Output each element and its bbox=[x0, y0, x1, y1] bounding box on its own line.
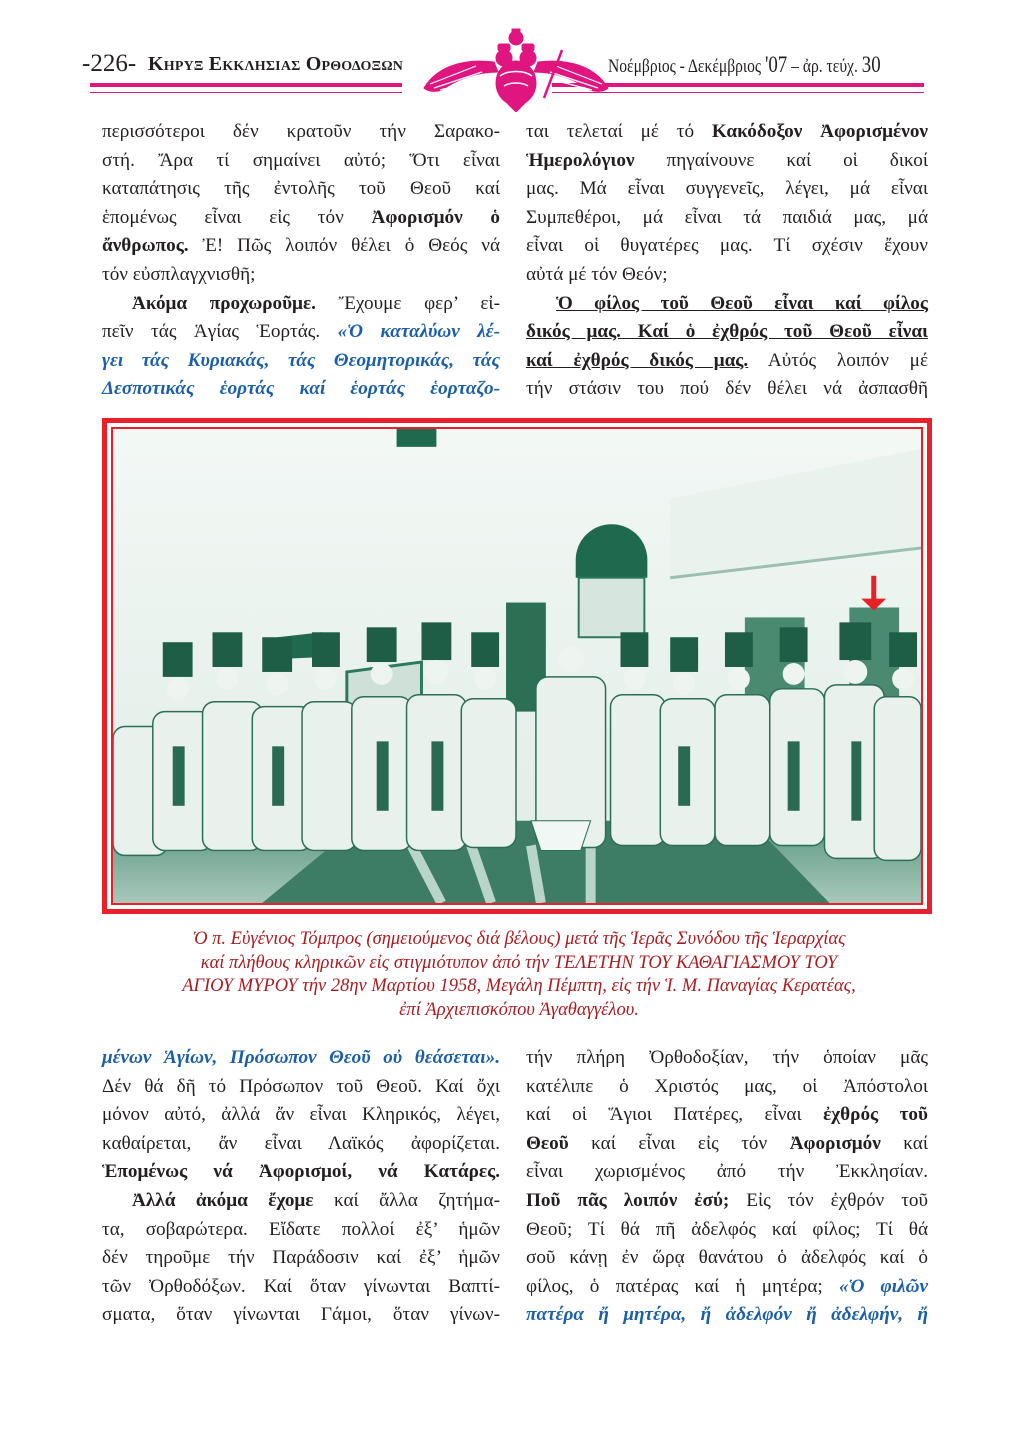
text-line: τῶν Ὀρθοδόξων. Καί ὅταν γίνωνται Βαπτί- bbox=[102, 1275, 500, 1297]
issue-number: 30 bbox=[861, 52, 881, 77]
bold-line: Ἑπομένως νά Ἀφορισμοί, νά Κατάρες. bbox=[102, 1161, 500, 1183]
text-line bbox=[102, 290, 500, 319]
header-rule-left-thin bbox=[90, 92, 402, 93]
page-header bbox=[0, 0, 1010, 110]
magazine-title: Κηρυξ Εκκλησιας Ορθοδοξων bbox=[148, 53, 404, 75]
bold-run: Ἀκόμα προχωροῦμε. bbox=[132, 292, 316, 314]
issue-year: '07 bbox=[764, 52, 788, 77]
text-run: φίλος, ὁ πατέρας καί ἡ μητέρα; bbox=[526, 1275, 839, 1297]
text-run: Αὐτός λοιπόν μέ bbox=[748, 349, 928, 371]
text-line: κατέλιπε ὁ Χριστός μας, οἱ Ἀπόστολοι bbox=[526, 1075, 928, 1097]
text-run: Ἔχουμε φερ’ εἰ- bbox=[315, 292, 500, 314]
bottom-left-column bbox=[102, 1044, 500, 1330]
text-run: πεῖν τάς Ἁγίας Ἑορτάς. bbox=[102, 321, 338, 343]
photo-frame bbox=[102, 418, 932, 914]
text-line: στή. Ἄρα τί σημαίνει αὐτό; Ὅτι εἶναι bbox=[102, 149, 500, 171]
text-line bbox=[526, 1187, 928, 1216]
caption-line: ΑΓΙΟΥ ΜΥΡΟΥ τήν 28ην Μαρτίου 1958, Μεγάλη Πέμπτη, εἰς τήν Ἱ. Μ. Παναγίας Κερατέας, bbox=[182, 976, 856, 996]
bottom-right-column bbox=[526, 1044, 928, 1330]
quote-line: μένων Ἁγίων, Πρόσωπον Θεοῦ οὐ θεάσεται». bbox=[102, 1047, 500, 1068]
top-left-column bbox=[102, 118, 500, 404]
issue-separator: – bbox=[791, 56, 799, 77]
issue-label: ἀρ. τεύχ. bbox=[802, 56, 858, 77]
text-run: καί οἱ Ἅγιοι Πατέρες, εἶναι bbox=[526, 1104, 824, 1126]
bold-run: Ἀφορισμόν bbox=[789, 1132, 881, 1154]
bold-run: Ἡμερολόγιον bbox=[526, 149, 635, 171]
photo-inner-border bbox=[111, 427, 923, 905]
text-line: εἶναι χωρισμένος ἀπό τήν Ἐκκλησίαν. bbox=[526, 1161, 928, 1183]
underlined-bold-line: Ὁ φίλος τοῦ Θεοῦ εἶναι καί φίλος bbox=[556, 292, 928, 314]
bold-run: Ἀφορισμόν ὁ bbox=[371, 206, 501, 228]
text-line bbox=[102, 204, 500, 233]
quote-line: Δεσποτικάς ἑορτάς καί ἑορτάς ἑορταζο- bbox=[102, 378, 500, 400]
photo-caption bbox=[100, 928, 938, 1022]
text-run: πηγαίνουνε καί οἱ δικοί bbox=[634, 149, 928, 171]
double-headed-eagle-icon bbox=[416, 28, 616, 112]
text-line: τα, σοβαρώτερα. Εἴδατε πολλοί ἐξ’ ἡμῶν bbox=[102, 1218, 500, 1240]
issue-info bbox=[608, 52, 881, 78]
issue-months: Νοέμβριος - Δεκέμβριος bbox=[608, 56, 762, 77]
text-line: τόν εὐσπλαγχνισθῆ; bbox=[102, 263, 256, 285]
text-line: μας. Μά εἶναι συγγενεῖς, λέγει, μά εἶναι bbox=[526, 178, 928, 200]
bold-run: Ἀλλά ἀκόμα ἔχομε bbox=[132, 1189, 314, 1211]
text-line bbox=[526, 1273, 928, 1302]
text-line bbox=[102, 232, 500, 261]
text-line bbox=[526, 147, 928, 176]
text-line: περισσότεροι δέν κρατοῦν τήν Σαρακο- bbox=[102, 121, 500, 142]
group-photo-clergy-icon bbox=[113, 429, 921, 903]
text-line: καταπάτησις τῆς ἐντολῆς τοῦ Θεοῦ καί bbox=[102, 178, 500, 200]
text-line: Συμπεθέροι, μά εἶναι τά παιδιά μας, μά bbox=[526, 206, 928, 228]
quote-run: «Ὁ φιλῶν bbox=[838, 1275, 928, 1297]
caption-line: καί πλήθους κληρικῶν εἰς στιγμιότυπον ἀπό τήν ΤΕΛΕΤΗΝ ΤΟΥ ΚΑΘΑΓΙΑΣΜΟΥ ΤΟΥ bbox=[200, 952, 838, 973]
bold-run: Κακόδοξον Ἀφορισμένον bbox=[711, 121, 928, 142]
text-line bbox=[526, 1130, 928, 1159]
text-line: σοῦ κάνῃ ἐν ὥρᾳ θανάτου ὁ ἀδελφός καί ὁ bbox=[526, 1247, 928, 1269]
top-right-column bbox=[526, 118, 928, 404]
text-run: καί εἶναι εἰς τόν bbox=[568, 1132, 790, 1154]
text-run: ται τελεταί μέ τό bbox=[526, 121, 712, 142]
text-line: τήν στάσιν του πού δέν θέλει νά ἀσπασθῆ bbox=[526, 378, 928, 400]
text-line: σματα, ὅταν γίνωνται Γάμοι, ὅταν γίνων- bbox=[102, 1304, 500, 1326]
bold-run: Ποῦ πᾶς λοιπόν ἐσύ; bbox=[526, 1189, 730, 1211]
text-run: ἑπομένως εἶναι εἰς τόν bbox=[102, 206, 372, 228]
underlined-bold-line: δικός μας. Καί ὁ ἐχθρός τοῦ Θεοῦ εἶναι bbox=[526, 321, 928, 343]
quote-run: «Ὁ καταλύων λέ- bbox=[337, 321, 501, 343]
caption-line: Ὁ π. Εὐγένιος Τόμπρος (σημειούμενος διά βέλους) μετά τῆς Ἱερᾶς Συνόδου τῆς Ἱεραρχίας bbox=[192, 929, 846, 949]
text-line: Δέν θά δῆ τό Πρόσωπον τοῦ Θεοῦ. Καί ὄχι bbox=[102, 1075, 500, 1097]
text-line: καθαίρεται, ἄν εἶναι Λαϊκός ἀφορίζεται. bbox=[102, 1132, 500, 1154]
text-run: Εἰς τόν ἐχθρόν τοῦ bbox=[729, 1189, 928, 1211]
bold-run: Θεοῦ bbox=[526, 1132, 569, 1154]
text-line bbox=[102, 1187, 500, 1216]
text-line: αὐτά μέ τόν Θεόν; bbox=[526, 263, 668, 285]
caption-line: ἐπί Ἀρχιεπισκόπου Ἀγαθαγγέλου. bbox=[399, 999, 639, 1020]
text-line: μόνον αὐτό, ἀλλά ἄν εἶναι Κληρικός, λέγει, bbox=[102, 1104, 500, 1126]
text-run: Ἐ! Πῶς λοιπόν θέλει ὁ Θεός νά bbox=[188, 235, 500, 257]
text-run: καί ἄλλα ζητήμα- bbox=[313, 1189, 500, 1211]
underlined-bold-run: καί ἐχθρός δικός μας. bbox=[526, 349, 749, 371]
header-rule-left-thick bbox=[90, 83, 402, 87]
text-line: Θεοῦ; Τί θά πῆ ἀδελφός καί φίλος; Τί θά bbox=[526, 1218, 928, 1240]
text-line bbox=[526, 118, 928, 147]
quote-line: πατέρα ἤ μητέρα, ἤ ἀδελφόν ἤ ἀδελφήν, ἤ bbox=[526, 1304, 928, 1326]
text-run: καί bbox=[880, 1132, 929, 1154]
text-line bbox=[526, 1101, 928, 1130]
bold-run: ἄνθρωπος. bbox=[102, 235, 189, 257]
bold-run: ἐχθρός τοῦ bbox=[823, 1104, 928, 1126]
text-line bbox=[526, 347, 928, 376]
text-line: δέν τηροῦμε τήν Παράδοσιν καί ἐξ’ ἡμῶν bbox=[102, 1247, 500, 1269]
quote-line: γει τάς Κυριακάς, τάς Θεομητορικάς, τάς bbox=[102, 349, 500, 371]
text-line bbox=[102, 318, 500, 347]
text-line: τήν πλήρη Ὀρθοδοξίαν, τήν ὁποίαν μᾶς bbox=[526, 1047, 928, 1068]
text-line: εἶναι οἱ θυγατέρες μας. Τί σχέσιν ἔχουν bbox=[526, 235, 928, 257]
page-number: -226- bbox=[82, 50, 137, 77]
